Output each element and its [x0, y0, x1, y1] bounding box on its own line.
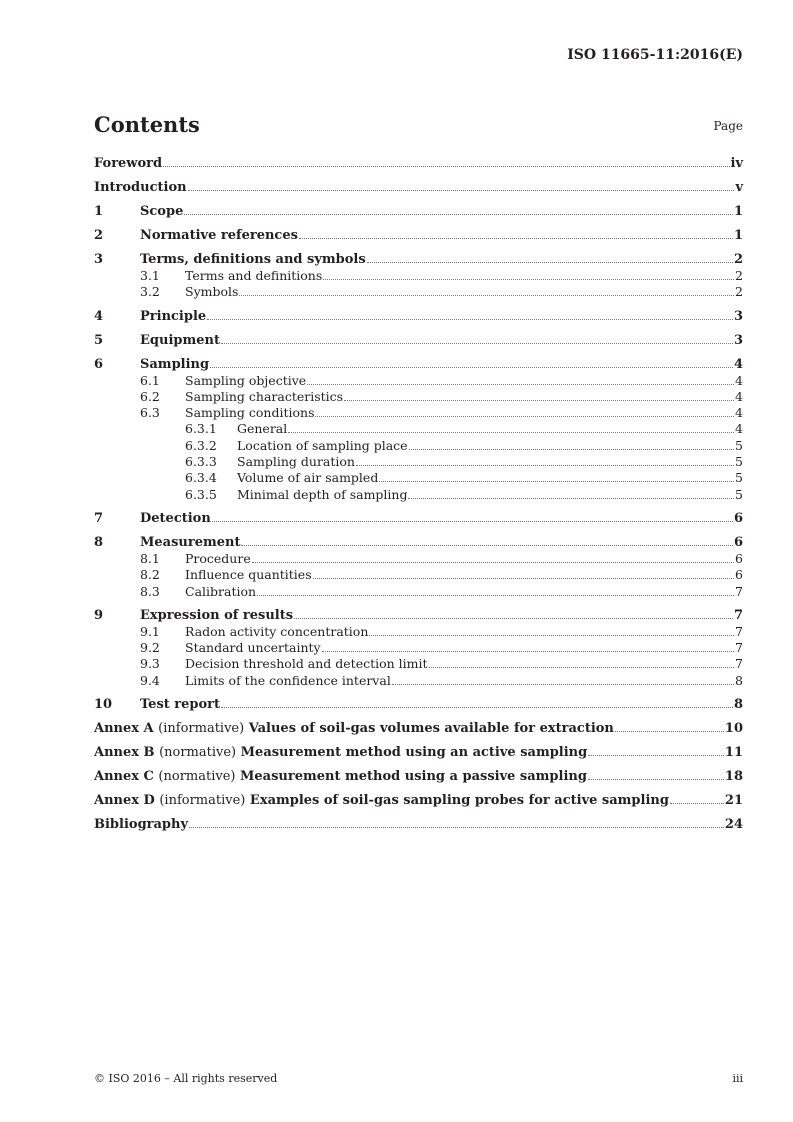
footer-page-number: iii — [732, 1072, 743, 1085]
dot-leader — [307, 384, 734, 385]
dot-leader — [252, 562, 734, 563]
dot-leader — [188, 190, 735, 191]
toc-entry-page: 4 — [735, 388, 743, 404]
toc-entry-page: 7 — [735, 623, 743, 639]
toc-entry-title: Terms, definitions and symbols — [140, 252, 366, 267]
toc-entry-number: 6.2 — [140, 388, 160, 404]
toc-entry-page: 8 — [735, 672, 743, 688]
toc-entry-page: 2 — [735, 268, 743, 283]
toc-entry-title: Radon activity concentration — [185, 623, 369, 639]
toc-entry-title: Bibliography — [94, 817, 189, 833]
dot-leader — [288, 432, 734, 433]
toc-entry-page: 7 — [733, 607, 743, 623]
toc-entry[interactable] — [94, 421, 743, 437]
toc-entry[interactable] — [94, 792, 743, 809]
annex-type: (informative) — [159, 793, 246, 809]
toc-entry-title: Sampling characteristics — [185, 388, 344, 404]
toc-entry[interactable] — [94, 673, 743, 689]
toc-entry-title: Limits of the confidence interval — [185, 672, 391, 688]
dot-leader — [429, 667, 735, 668]
toc-entry-title: Principle — [140, 308, 207, 324]
toc-entry-title: Equipment — [140, 332, 220, 348]
toc-entry[interactable] — [94, 356, 743, 373]
annex-title: Measurement method using an active sampling — [240, 745, 588, 761]
dot-leader — [323, 279, 734, 280]
toc-entry-number: 8 — [94, 534, 104, 550]
toc-entry-number: 5 — [94, 332, 104, 348]
dot-leader — [313, 578, 734, 579]
toc-entry-number: 9.2 — [140, 640, 160, 656]
annex-label: Annex B — [94, 745, 155, 761]
dot-leader — [392, 684, 734, 685]
toc-entry[interactable] — [94, 155, 743, 172]
dot-leader — [379, 481, 734, 482]
toc-entry[interactable] — [94, 438, 743, 454]
toc-entry-number: 8.3 — [140, 583, 160, 599]
toc-entry-title: Detection — [140, 510, 211, 526]
toc-entry-page: 4 — [735, 405, 743, 421]
toc-entry-page: 4 — [733, 356, 743, 372]
dot-leader — [212, 521, 733, 522]
toc-entry-page: 3 — [733, 332, 743, 348]
toc-entry[interactable] — [94, 744, 743, 761]
toc-entry[interactable] — [94, 567, 743, 583]
toc-entry-title: Foreword — [94, 156, 163, 171]
toc-entry[interactable] — [94, 203, 743, 220]
toc-entry-number: 6.3.5 — [185, 486, 217, 502]
dot-leader — [210, 367, 733, 368]
toc-entry-title: Standard uncertainty — [185, 640, 321, 656]
toc-entry[interactable] — [94, 487, 743, 503]
toc-entry-title — [94, 744, 587, 761]
toc-entry-page: 1 — [733, 228, 743, 243]
toc-entry-title: Normative references — [140, 228, 298, 243]
dot-leader — [184, 214, 733, 215]
document-id: ISO 11665-11:2016(E) — [567, 47, 743, 63]
toc-entry-title: Decision threshold and detection limit — [185, 656, 428, 672]
toc-entry-title: Introduction — [94, 180, 187, 195]
toc-entry[interactable] — [94, 251, 743, 268]
toc-entry-page: 8 — [733, 697, 743, 713]
dot-leader — [409, 449, 734, 450]
dot-leader — [239, 295, 734, 296]
toc-entry-number: 6 — [94, 356, 104, 372]
toc-entry-title: Scope — [140, 204, 184, 219]
toc-entry-number: 1 — [94, 204, 104, 219]
dot-leader — [241, 545, 732, 546]
toc-entry[interactable] — [94, 720, 743, 737]
toc-entry-title: Minimal depth of sampling — [237, 486, 408, 502]
toc-entry-title — [94, 720, 614, 737]
toc-entry[interactable] — [94, 816, 743, 833]
annex-title: Values of soil-gas volumes available for extraction — [248, 721, 614, 737]
toc-entry-title: Measurement — [140, 534, 241, 550]
toc-entry[interactable] — [94, 308, 743, 325]
toc-entry-title: Volume of air sampled — [237, 470, 379, 486]
toc-entry[interactable] — [94, 470, 743, 486]
toc-entry-title: Influence quantities — [185, 567, 312, 583]
toc-entry-page: 7 — [735, 656, 743, 672]
dot-leader — [367, 262, 733, 263]
toc-entry[interactable] — [94, 284, 743, 300]
toc-entry-page: 18 — [724, 769, 743, 785]
dot-leader — [207, 319, 733, 320]
toc-entry-number: 9.4 — [140, 672, 160, 688]
toc-entry-page: 5 — [735, 486, 743, 502]
toc-entry-page: 24 — [724, 817, 743, 833]
toc-entry-page: 6 — [735, 567, 743, 583]
footer-copyright: © ISO 2016 – All rights reserved — [94, 1072, 278, 1085]
toc-entry-page: 6 — [735, 550, 743, 566]
toc-entry-number: 4 — [94, 308, 104, 324]
toc-entry-number: 8.1 — [140, 550, 160, 566]
toc-entry[interactable] — [94, 696, 743, 713]
annex-label: Annex C — [94, 769, 154, 785]
toc-entry[interactable] — [94, 656, 743, 672]
annex-title: Examples of soil-gas sampling probes for active sampling — [249, 793, 669, 809]
toc-entry-page: 5 — [735, 470, 743, 486]
toc-entry-number: 6.1 — [140, 372, 160, 388]
toc-entry-page: 7 — [735, 583, 743, 599]
toc-entry-page: 7 — [735, 640, 743, 656]
toc-entry-title — [94, 792, 669, 809]
toc-entry-page: 2 — [733, 252, 743, 267]
toc-entry-page: 4 — [735, 372, 743, 388]
annex-title: Measurement method using a passive sampling — [240, 769, 587, 785]
toc-entry-number: 6.3 — [140, 405, 160, 421]
annex-type: (normative) — [159, 745, 237, 761]
toc-entry-number: 9.3 — [140, 656, 160, 672]
toc-entry-title: Sampling conditions — [185, 405, 315, 421]
toc-entry[interactable] — [94, 534, 743, 551]
toc-entry-title — [94, 768, 587, 785]
dot-leader — [356, 465, 734, 466]
toc-entry-number: 3.2 — [140, 284, 160, 300]
toc-entry-title: Symbols — [185, 284, 239, 300]
toc-entry-page: 1 — [733, 204, 743, 219]
toc-entry-number: 3 — [94, 252, 104, 267]
toc-entry[interactable] — [94, 584, 743, 600]
toc-entry-title: Expression of results — [140, 607, 294, 623]
dot-leader — [257, 595, 734, 596]
toc-entry-page: v — [735, 180, 743, 195]
toc-entry[interactable] — [94, 389, 743, 405]
toc-entry-page: 3 — [733, 308, 743, 324]
toc-entry-title: General — [237, 421, 288, 437]
annex-type: (informative) — [158, 721, 245, 737]
dot-leader — [588, 779, 724, 780]
toc-entry[interactable] — [94, 510, 743, 527]
toc-entry[interactable] — [94, 227, 743, 244]
toc-entry-title: Procedure — [185, 550, 251, 566]
dot-leader — [163, 166, 729, 167]
toc-entry-number: 6.3.1 — [185, 421, 217, 437]
dot-leader — [344, 400, 734, 401]
toc-entry[interactable] — [94, 373, 743, 389]
dot-leader — [588, 755, 724, 756]
dot-leader — [294, 618, 733, 619]
toc-entry-page: iv — [730, 156, 743, 171]
toc-entry-title: Terms and definitions — [185, 268, 323, 283]
annex-type: (normative) — [158, 769, 236, 785]
dot-leader — [299, 238, 733, 239]
toc-entry-number: 3.1 — [140, 268, 160, 283]
toc-entry-page: 10 — [724, 721, 743, 737]
toc-entry[interactable] — [94, 640, 743, 656]
toc-entry-page: 21 — [724, 793, 743, 809]
toc-entry[interactable] — [94, 624, 743, 640]
dot-leader — [221, 343, 733, 344]
toc-entry[interactable] — [94, 454, 743, 470]
toc-entry-number: 10 — [94, 697, 113, 713]
annex-label: Annex A — [94, 721, 154, 737]
toc-entry-title: Sampling duration — [237, 454, 355, 470]
toc-entry[interactable] — [94, 268, 743, 284]
toc-entry-title: Location of sampling place — [237, 437, 408, 453]
toc-entry-page: 5 — [735, 437, 743, 453]
table-of-contents — [94, 155, 743, 833]
toc-entry-number: 6.3.4 — [185, 470, 217, 486]
dot-leader — [221, 707, 733, 708]
toc-entry-number: 2 — [94, 228, 104, 243]
toc-entry-number: 6.3.3 — [185, 454, 217, 470]
toc-entry-number: 9 — [94, 607, 104, 623]
toc-entry-number: 8.2 — [140, 567, 160, 583]
toc-entry-page: 6 — [733, 534, 743, 550]
dot-leader — [615, 731, 724, 732]
dot-leader — [315, 416, 734, 417]
toc-entry-title: Sampling — [140, 356, 210, 372]
toc-entry-page: 6 — [733, 510, 743, 526]
toc-entry-number: 9.1 — [140, 623, 160, 639]
toc-entry-title: Sampling objective — [185, 372, 307, 388]
dot-leader — [322, 651, 734, 652]
toc-entry[interactable] — [94, 405, 743, 421]
toc-entry-title: Test report — [140, 697, 221, 713]
toc-entry-number: 6.3.2 — [185, 437, 217, 453]
dot-leader — [408, 498, 734, 499]
toc-entry[interactable] — [94, 551, 743, 567]
toc-entry[interactable] — [94, 332, 743, 349]
dot-leader — [189, 827, 724, 828]
dot-leader — [369, 635, 734, 636]
toc-entry[interactable] — [94, 607, 743, 624]
toc-entry-page: 4 — [735, 421, 743, 437]
annex-label: Annex D — [94, 793, 155, 809]
dot-leader — [670, 803, 724, 804]
toc-entry-number: 7 — [94, 510, 104, 526]
contents-title: Contents — [94, 112, 200, 137]
toc-entry[interactable] — [94, 179, 743, 196]
toc-entry-page: 5 — [735, 454, 743, 470]
page-column-label: Page — [713, 119, 743, 133]
toc-entry-title: Calibration — [185, 583, 257, 599]
toc-entry-page: 11 — [724, 745, 743, 761]
toc-entry[interactable] — [94, 768, 743, 785]
toc-entry-page: 2 — [735, 284, 743, 300]
